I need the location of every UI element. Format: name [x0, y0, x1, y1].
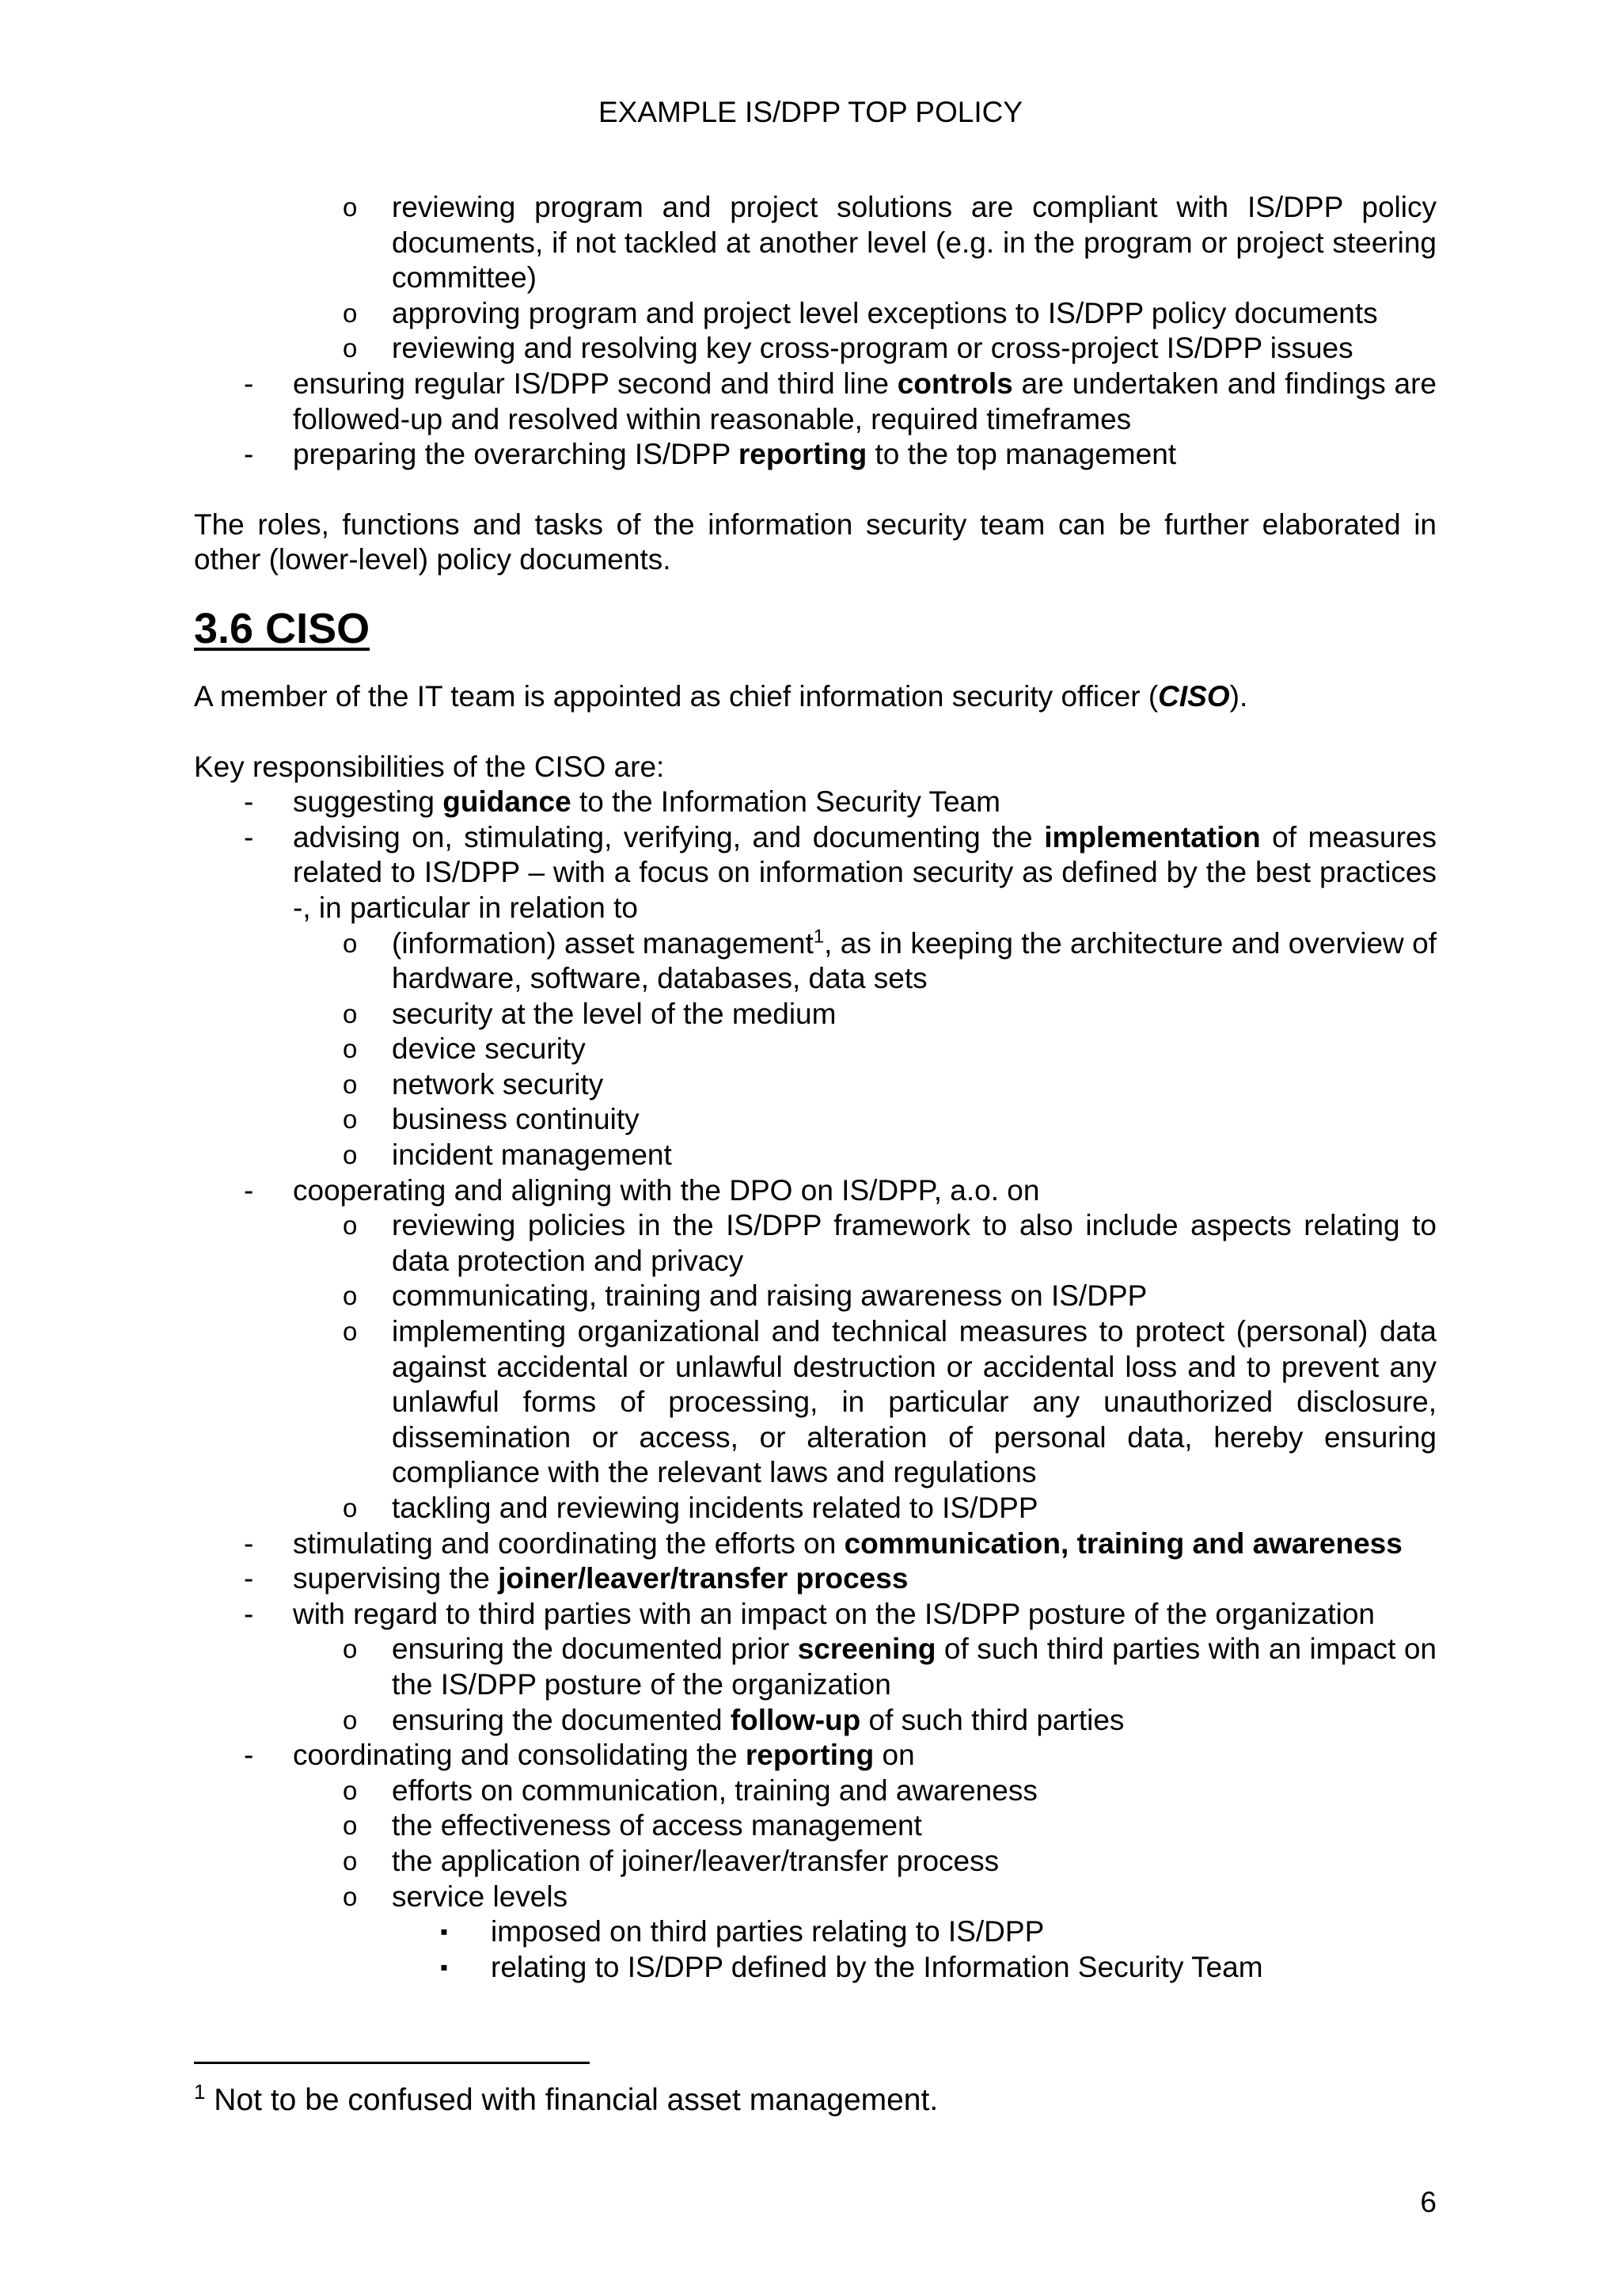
- text-run: network security: [392, 1067, 604, 1100]
- list-marker: o: [343, 1634, 358, 1664]
- bold-text: guidance: [442, 785, 571, 819]
- spacer: [194, 715, 1437, 750]
- text-run: security at the level of the medium: [392, 997, 837, 1030]
- list-marker: -: [244, 1526, 254, 1560]
- text-run: the application of joiner/leaver/transfer process: [392, 1844, 1000, 1877]
- list-marker: o: [343, 928, 358, 958]
- list-marker: o: [343, 1069, 358, 1099]
- text-run: reviewing program and project solutions are compliant with IS/DPP policy documents, if not tackled at another level (e.g. in the program or project steering committee): [392, 191, 1437, 295]
- text-run: business continuity: [392, 1103, 640, 1136]
- list-marker: o: [343, 1140, 358, 1170]
- bold-text: joiner/leaver/transfer process: [498, 1562, 909, 1595]
- list-marker: o: [343, 1034, 358, 1064]
- text-run: the effectiveness of access management: [392, 1809, 922, 1842]
- text-run: service levels: [392, 1880, 568, 1913]
- list-item: [194, 1173, 1437, 1209]
- text-run: preparing the overarching IS/DPP: [293, 438, 738, 471]
- text-run: reviewing policies in the IS/DPP framework to also include aspects relating to data protection and privacy: [392, 1209, 1437, 1277]
- text-run: reviewing and resolving key cross-program or cross-project IS/DPP issues: [392, 332, 1353, 365]
- bold-text: follow-up: [730, 1703, 861, 1736]
- text-run: approving program and project level exceptions to IS/DPP policy documents: [392, 296, 1378, 329]
- list-item: [194, 1032, 1437, 1067]
- list-item: [194, 1526, 1437, 1562]
- text-run: imposed on third parties relating to IS/DPP: [491, 1915, 1045, 1948]
- list-marker: o: [343, 998, 358, 1028]
- list-item: [194, 1597, 1437, 1633]
- footnote-separator: [194, 2062, 590, 2064]
- list-marker: o: [343, 1811, 358, 1841]
- list-item: [194, 1914, 1437, 1950]
- list-marker: o: [343, 1493, 358, 1522]
- list-marker: -: [244, 1173, 254, 1207]
- list-item: [194, 1738, 1437, 1773]
- text-run: The roles, functions and tasks of the information security team can be further elaborated in other (lower-level) policy documents.: [194, 507, 1437, 576]
- text-run: ensuring the documented prior: [392, 1633, 798, 1666]
- list-item: [194, 437, 1437, 473]
- list-item: [194, 296, 1437, 332]
- list-marker: -: [244, 1562, 254, 1595]
- list-item: [194, 1880, 1437, 1915]
- text-run: supervising the: [293, 1562, 499, 1595]
- list-marker: o: [343, 1317, 358, 1347]
- text-run: incident management: [392, 1138, 672, 1172]
- footnote: [194, 2082, 938, 2119]
- list-item: [194, 820, 1437, 926]
- list-marker: -: [244, 438, 254, 471]
- bold-text: reporting: [738, 438, 867, 471]
- text-run: to the Information Security Team: [571, 785, 1000, 819]
- text-run: device security: [392, 1032, 586, 1066]
- list-marker: -: [244, 785, 254, 819]
- spacer: [194, 473, 1437, 507]
- list-item: [194, 1491, 1437, 1526]
- list-marker: o: [343, 192, 358, 222]
- list-item: [194, 1314, 1437, 1491]
- list-item: [194, 331, 1437, 367]
- spacer: [194, 662, 1437, 679]
- list-marker: o: [343, 1211, 358, 1241]
- text-run: of such third parties with an impact on the IS/DPP posture of the organization: [392, 1633, 1437, 1701]
- text-run: A member of the IT team is appointed as chief information security officer (: [194, 679, 1159, 713]
- text-run: Key responsibilities of the CISO are:: [194, 750, 665, 783]
- list-item: [194, 785, 1437, 820]
- text-run: ensuring the documented: [392, 1703, 731, 1736]
- text-run: cooperating and aligning with the DPO on IS/DPP, a.o. on: [293, 1173, 1040, 1207]
- text-run: , as in keeping the architecture and overview of hardware, software, databases, data sets: [392, 926, 1437, 995]
- bold-text: screening: [797, 1633, 936, 1666]
- paragraph: [194, 679, 1437, 715]
- text-run: suggesting: [293, 785, 443, 819]
- paragraph: [194, 750, 1437, 785]
- list-item: [194, 1279, 1437, 1314]
- text-run: implementing organizational and technical measures to protect (personal) data against accidental or unlawful destruction or accidental loss and to prevent any unlawful forms of processing, in particular any unauthorized disclosure, dissemination or access, or alteration of personal data, hereby ensuring compliance with the relevant laws and regulations: [392, 1315, 1437, 1489]
- list-item: [194, 926, 1437, 997]
- list-marker: o: [343, 1104, 358, 1135]
- text-run: to the top management: [867, 438, 1177, 471]
- text-run: tackling and reviewing incidents related to IS/DPP: [392, 1492, 1038, 1524]
- bold-italic-text: CISO: [1158, 679, 1230, 713]
- list-marker: o: [343, 1846, 358, 1876]
- list-item: [194, 190, 1437, 296]
- text-run: (information) asset management: [392, 926, 814, 960]
- text-run: of such third parties: [860, 1703, 1125, 1736]
- list-item: [194, 1208, 1437, 1279]
- list-marker: -: [244, 1739, 254, 1772]
- list-item: [194, 1632, 1437, 1702]
- text-run: with regard to third parties with an impact on the IS/DPP posture of the organization: [293, 1597, 1376, 1630]
- list-marker: o: [343, 333, 358, 363]
- text-run: ).: [1229, 679, 1248, 713]
- list-item: [194, 367, 1437, 437]
- text-run: efforts on communication, training and awareness: [392, 1773, 1038, 1807]
- list-marker: o: [343, 1881, 358, 1911]
- list-item: [194, 1844, 1437, 1880]
- bold-text: reporting: [745, 1739, 875, 1772]
- list-item: [194, 1773, 1437, 1809]
- bold-text: communication, training and awareness: [844, 1526, 1403, 1560]
- list-marker: ▪: [440, 1919, 448, 1944]
- list-item: [194, 1808, 1437, 1844]
- paragraph: [194, 507, 1437, 578]
- text-run: communicating, training and raising awareness on IS/DPP: [392, 1279, 1148, 1313]
- list-item: [194, 1950, 1437, 1986]
- list-marker: o: [343, 298, 358, 328]
- page-content: [194, 190, 1437, 1985]
- list-marker: o: [343, 1281, 358, 1311]
- list-marker: -: [244, 820, 254, 853]
- text-run: coordinating and consolidating the: [293, 1739, 746, 1772]
- footnote-text: Not to be confused with financial asset management.: [205, 2083, 939, 2117]
- footnote-number: 1: [194, 2080, 206, 2104]
- list-marker: o: [343, 1705, 358, 1735]
- list-marker: -: [244, 367, 254, 400]
- spacer: [194, 578, 1437, 595]
- bold-text: implementation: [1044, 820, 1261, 853]
- page-header: EXAMPLE IS/DPP TOP POLICY: [598, 96, 1023, 128]
- section-heading: 3.6 CISO: [194, 604, 370, 652]
- text-run: of measures related to IS/DPP – with a focus on information security as defined by the best practices -, in particular in relation to: [293, 820, 1437, 924]
- text-run: advising on, stimulating, verifying, and documenting the: [293, 820, 1045, 853]
- text-run: stimulating and coordinating the efforts on: [293, 1526, 845, 1560]
- list-item: [194, 997, 1437, 1032]
- list-item: [194, 1102, 1437, 1138]
- text-run: on: [874, 1739, 915, 1772]
- text-run: ensuring regular IS/DPP second and third line: [293, 367, 898, 400]
- list-marker: o: [343, 1775, 358, 1805]
- bold-text: controls: [897, 367, 1013, 400]
- footnote-ref: 1: [813, 926, 825, 948]
- list-item: [194, 1561, 1437, 1597]
- page-number: 6: [1420, 2186, 1437, 2218]
- text-run: relating to IS/DPP defined by the Information Security Team: [491, 1950, 1263, 1983]
- list-item: [194, 1703, 1437, 1739]
- list-marker: ▪: [440, 1954, 448, 1979]
- text-run: are undertaken and findings are followed-up and resolved within reasonable, required timeframes: [293, 367, 1437, 435]
- list-marker: -: [244, 1597, 254, 1630]
- list-item: [194, 1067, 1437, 1103]
- list-item: [194, 1138, 1437, 1173]
